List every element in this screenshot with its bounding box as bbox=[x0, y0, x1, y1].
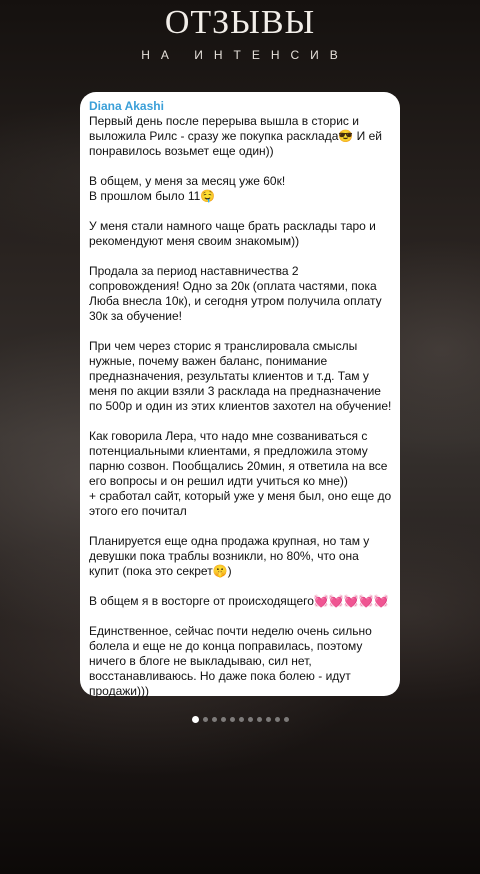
carousel-pagination bbox=[0, 716, 480, 723]
carousel-dot[interactable] bbox=[203, 717, 208, 722]
review-paragraph: Продала за период наставничества 2 сопровождения! Одно за 20к (оплата частями, пока Люба внесла 10к), и сегодня утром получила оплату 30к за обучение! bbox=[89, 264, 382, 323]
review-author[interactable]: Diana Akashi bbox=[89, 99, 164, 113]
review-paragraph: В общем, у меня за месяц уже 60к! В прошлом было 11🤤 bbox=[89, 174, 286, 203]
carousel-dot[interactable] bbox=[248, 717, 253, 722]
carousel-dot[interactable] bbox=[230, 717, 235, 722]
review-paragraph: При чем через сторис я транслировала смыслы нужные, почему важен баланс, понимание предназначения, результаты клиентов и т.д. Там у меня по акции взяли 3 расклада на предназначение по 500р и один из этих клиентов захотел на обучение! bbox=[89, 339, 392, 413]
carousel-dot[interactable] bbox=[257, 717, 262, 722]
carousel-dot[interactable] bbox=[284, 717, 289, 722]
review-paragraph: У меня стали намного чаще брать расклады таро и рекомендуют меня своим знакомым)) bbox=[89, 219, 376, 248]
page-title: ОТЗЫВЫ bbox=[164, 4, 316, 41]
review-paragraph: Планируется еще одна продажа крупная, но там у девушки пока траблы возникли, но 80%, что она купит (пока это секрет🤫) bbox=[89, 534, 370, 578]
review-message bbox=[89, 114, 392, 699]
page-subtitle: НА ИНТЕНСИВ bbox=[141, 48, 349, 62]
review-paragraph: Как говорила Лера, что надо мне созваниваться с потенциальными клиентами, я предложила этому парню созвон. Пообщались 20мин, я ответила на все его вопросы и он решил идти учиться ко мне)) + сработал сайт, который уже у меня был, оно еще до этого его почитал bbox=[89, 429, 392, 518]
carousel-dot[interactable] bbox=[275, 717, 280, 722]
review-paragraph: В общем я в восторге от происходящего💓💓💓💓💓 bbox=[89, 594, 389, 608]
carousel-dot[interactable] bbox=[221, 717, 226, 722]
review-paragraph: Первый день после перерыва вышла в сторис и выложила Рилс - сразу же покупка расклада😎 И ей понравилось возьмет еще один)) bbox=[89, 114, 383, 158]
carousel-dot[interactable] bbox=[266, 717, 271, 722]
carousel-dot[interactable] bbox=[192, 716, 199, 723]
review-card bbox=[80, 92, 400, 696]
review-paragraph: Единственное, сейчас почти неделю очень сильно болела и еще не до конца поправилась, поэтому ничего в блоге не выкладываю, сил нет, восстанавливаюсь. Но даже пока болею - идут продажи))) bbox=[89, 624, 372, 698]
carousel-dot[interactable] bbox=[239, 717, 244, 722]
carousel-dot[interactable] bbox=[212, 717, 217, 722]
